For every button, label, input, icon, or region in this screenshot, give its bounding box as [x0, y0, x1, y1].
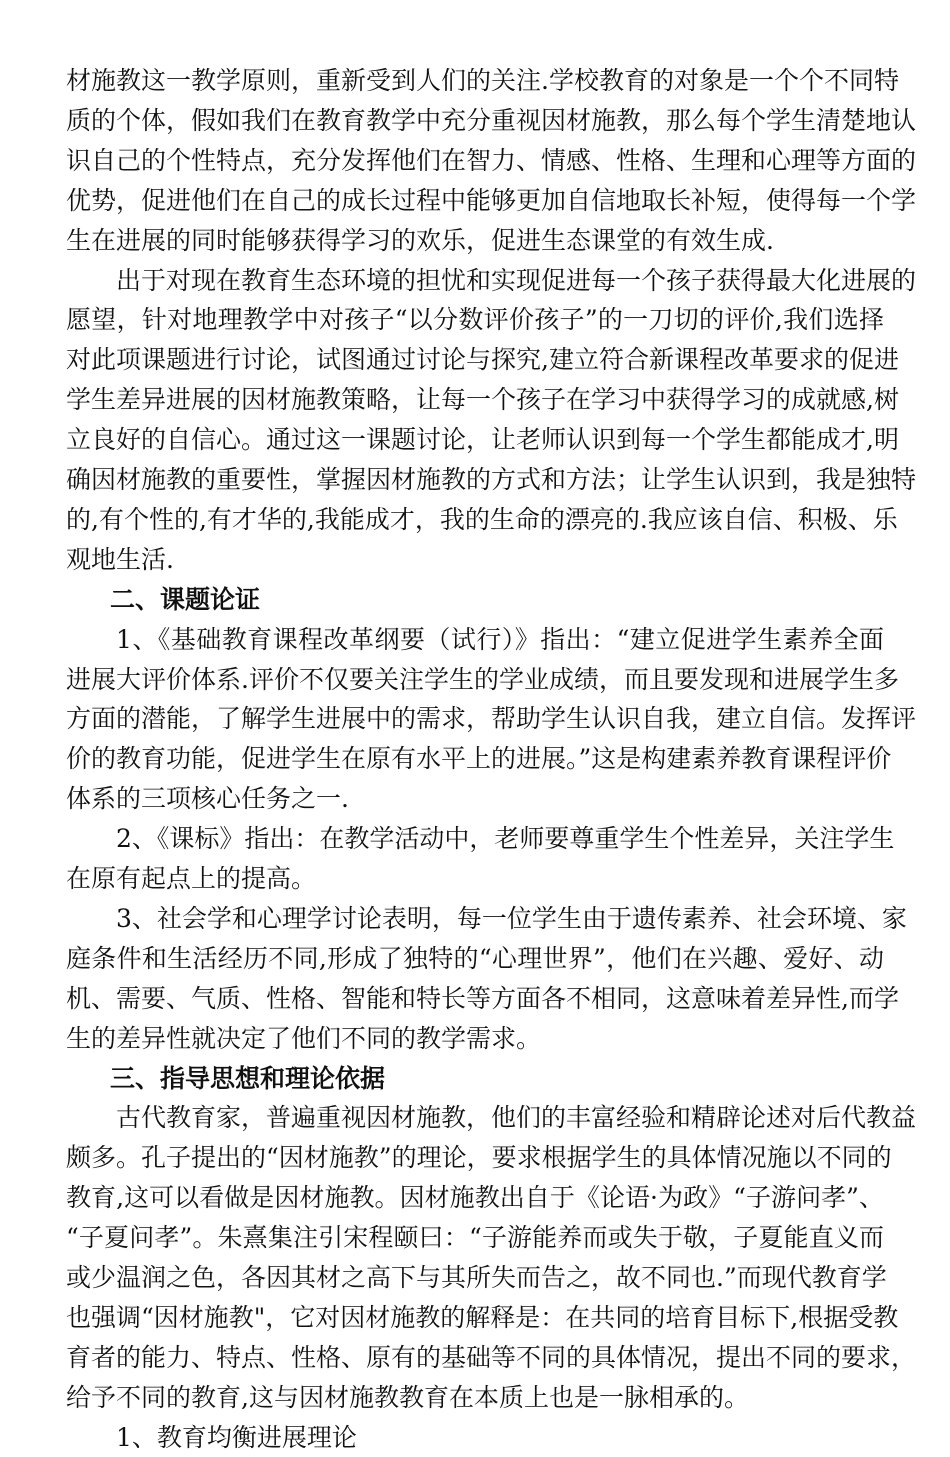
p2-line-8: 观地生活.	[66, 544, 174, 574]
p3-line-5: 体系的三项核心任务之一.	[66, 784, 349, 814]
p2-line-1: 出于对现在教育生态环境的担忧和实现促进每一个孩子获得最大化进展的	[116, 265, 917, 295]
p2-line-5: 立良好的自信心。通过这一课题讨论，让老师认识到每一个学生都能成才,明	[66, 425, 899, 455]
p5-line-1: 3、社会学和心理学讨论表明，每一位学生由于遗传素养、社会环境、家	[116, 903, 907, 933]
p3-line-2: 进展大评价体系.评价不仅要关注学生的学业成绩，而且要发现和进展学生多	[66, 664, 899, 694]
p6-line-6: 也强调“因材施教"，它对因材施教的解释是：在共同的培育目标下,根据受教	[66, 1302, 899, 1332]
p5-line-4: 生的差异性就决定了他们不同的教学需求。	[66, 1023, 542, 1053]
p2-line-6: 确因材施教的重要性，掌握因材施教的方式和方法；让学生认识到，我是独特	[66, 465, 917, 494]
p2-line-4: 学生差异进展的因材施教策略，让每一个孩子在学习中获得学习的成就感,树	[66, 385, 899, 415]
p2-line-2: 愿望，针对地理教学中对孩子“以分数评价孩子”的一刀切的评价,我们选择	[66, 305, 884, 335]
p6-line-3: 教育,这可以看做是因材施教。因材施教出自于《论语·为政》“子游问孝”、	[66, 1183, 884, 1213]
p6-line-7: 育者的能力、特点、性格、原有的基础等不同的具体情况，提出不同的要求，	[66, 1342, 917, 1372]
p1-line-1: 材施教这一教学原则，重新受到人们的关注.学校教育的对象是一个个不同特	[66, 66, 899, 95]
p2-line-7: 的,有个性的,有才华的,我能成才，我的生命的漂亮的.我应该自信、积极、乐	[66, 504, 898, 534]
p4-line-1: 2、《课标》指出：在教学活动中，老师要尊重学生个性差异，关注学生	[116, 824, 895, 854]
p5-line-3: 机、需要、气质、性格、智能和特长等方面各不相同，这意味着差异性,而学	[66, 983, 899, 1013]
p4-line-2: 在原有起点上的提高。	[66, 864, 317, 893]
p6-line-8: 给予不同的教育,这与因材施教教育在本质上也是一脉相承的。	[66, 1382, 749, 1412]
p6-line-5: 或少温润之色，各因其材之高下与其所失而告之，故不同也.”而现代教育学	[66, 1263, 887, 1292]
p3-line-4: 价的教育功能，促进学生在原有水平上的进展。”这是构建素养教育课程评价	[66, 744, 892, 774]
p6-line-4: “子夏问孝”。朱熹集注引宋程颐曰：“子游能养而或失于敬，子夏能直义而	[66, 1223, 884, 1253]
section-heading-2: 二、课题论证	[110, 584, 261, 614]
p5-line-2: 庭条件和生活经历不同,形成了独特的“心理世界”，他们在兴趣、爱好、动	[66, 943, 884, 973]
p2-line-3: 对此项课题进行讨论，试图通过讨论与探究,建立符合新课程改革要求的促进	[66, 345, 899, 375]
p6-line-2: 颇多。孔子提出的“因材施教”的理论，要求根据学生的具体情况施以不同的	[66, 1143, 892, 1173]
p6-line-1: 古代教育家，普遍重视因材施教，他们的丰富经验和精辟论述对后代教益	[116, 1103, 917, 1133]
p7-line-1: 1、教育均衡进展理论	[116, 1422, 357, 1452]
p1-line-5: 生在进展的同时能够获得学习的欢乐，促进生态课堂的有效生成.	[66, 225, 774, 255]
p3-line-1: 1、《基础教育课程改革纲要（试行）》指出：“建立促进学生素养全面	[116, 624, 884, 654]
p3-line-3: 方面的潜能，了解学生进展中的需求，帮助学生认识自我，建立自信。发挥评	[66, 704, 917, 734]
section-heading-3: 三、指导思想和理论依据	[110, 1063, 386, 1093]
p1-line-4: 优势，促进他们在自己的成长过程中能够更加自信地取长补短，使得每一个学	[66, 185, 917, 215]
p1-line-3: 识自己的个性特点，充分发挥他们在智力、情感、性格、生理和心理等方面的	[66, 145, 917, 175]
p1-line-2: 质的个体，假如我们在教育教学中充分重视因材施教，那么每个学生清楚地认	[66, 105, 917, 135]
